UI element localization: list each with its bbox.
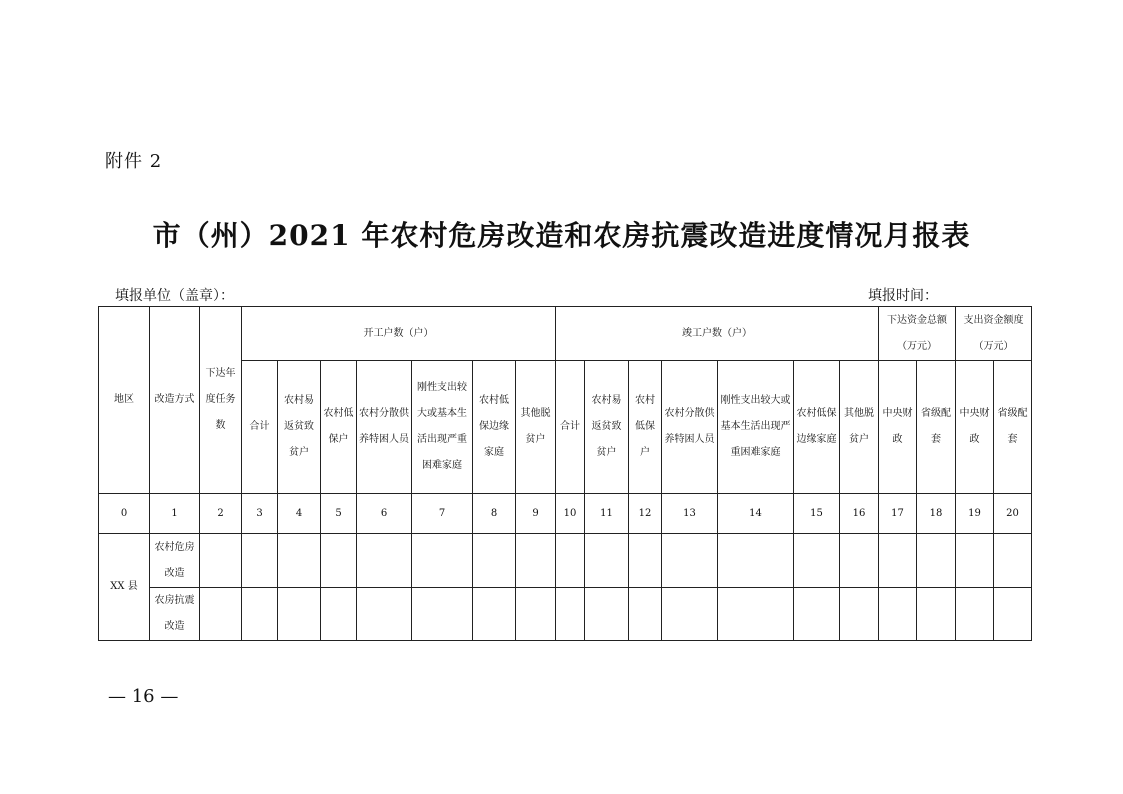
data-cell[interactable] [718,588,794,641]
col-number: 20 [994,494,1032,534]
started-group-header: 开工户数（户） [242,307,556,361]
col-number: 13 [662,494,718,534]
data-cell[interactable] [242,588,278,641]
data-cell[interactable] [516,588,556,641]
data-cell[interactable] [718,534,794,588]
data-cell[interactable] [879,534,917,588]
col-number: 9 [516,494,556,534]
started-col-total: 合计 [242,361,278,494]
data-cell[interactable] [516,534,556,588]
col-number: 14 [718,494,794,534]
page-number: — 16 — [108,686,179,707]
completed-col-other: 其他脱贫户 [840,361,879,494]
col-number: 4 [278,494,321,534]
data-cell[interactable] [794,588,840,641]
data-cell[interactable] [278,588,321,641]
spent-col-central: 中央财政 [956,361,994,494]
method-row-seismic: 农房抗震改造 [150,588,200,641]
data-cell[interactable] [321,588,357,641]
completed-col-hardship: 刚性支出较大或基本生活出现严重困难家庭 [718,361,794,494]
data-cell[interactable] [840,588,879,641]
col-number: 12 [629,494,662,534]
fill-unit-label: 填报单位（盖章）： [115,288,234,304]
started-col-dispersed: 农村分散供养特困人员 [357,361,412,494]
data-cell[interactable] [994,534,1032,588]
col-number: 16 [840,494,879,534]
data-cell[interactable] [794,534,840,588]
data-cell[interactable] [200,534,242,588]
data-cell[interactable] [994,588,1032,641]
data-cell[interactable] [242,534,278,588]
completed-col-edge: 农村低保边缘家庭 [794,361,840,494]
report-table [98,306,1032,641]
data-cell[interactable] [585,588,629,641]
data-cell[interactable] [200,588,242,641]
started-col-other: 其他脱贫户 [516,361,556,494]
data-cell[interactable] [840,534,879,588]
data-cell[interactable] [879,588,917,641]
completed-col-total: 合计 [556,361,585,494]
issued-col-provincial: 省级配套 [917,361,956,494]
col-number: 1 [150,494,200,534]
col-number: 6 [357,494,412,534]
region-header: 地区 [99,307,150,494]
spent-col-provincial: 省级配套 [994,361,1032,494]
attachment-label: 附件 2 [105,151,163,172]
col-number: 0 [99,494,150,534]
page-title: 市（州）2021 年农村危房改造和农房抗震改造进度情况月报表 [152,219,971,252]
data-cell[interactable] [556,534,585,588]
data-cell[interactable] [956,588,994,641]
data-cell[interactable] [412,588,473,641]
started-col-edge: 农村低保边缘家庭 [473,361,516,494]
data-cell[interactable] [585,534,629,588]
funds-issued-header: 下达资金总额（万元） [879,307,956,361]
fill-time-label: 填报时间： [868,288,938,304]
method-header: 改造方式 [150,307,200,494]
method-row-rural-danger: 农村危房改造 [150,534,200,588]
data-cell[interactable] [662,534,718,588]
col-number: 17 [879,494,917,534]
col-number: 8 [473,494,516,534]
data-cell[interactable] [357,534,412,588]
completed-col-low-income: 农村低保户 [629,361,662,494]
data-cell[interactable] [629,588,662,641]
col-number: 2 [200,494,242,534]
data-cell[interactable] [412,534,473,588]
issued-col-central: 中央财政 [879,361,917,494]
data-cell[interactable] [662,588,718,641]
funds-spent-header: 支出资金额度（万元） [956,307,1032,361]
data-cell[interactable] [917,588,956,641]
data-cell[interactable] [629,534,662,588]
data-cell[interactable] [556,588,585,641]
data-cell[interactable] [473,534,516,588]
started-col-hardship: 刚性支出较大或基本生活出现严重困难家庭 [412,361,473,494]
col-number: 3 [242,494,278,534]
col-number: 10 [556,494,585,534]
completed-col-poverty-risk: 农村易返贫致贫户 [585,361,629,494]
data-cell[interactable] [278,534,321,588]
col-number: 11 [585,494,629,534]
col-number: 5 [321,494,357,534]
data-cell[interactable] [473,588,516,641]
col-number: 7 [412,494,473,534]
data-cell[interactable] [956,534,994,588]
col-number: 19 [956,494,994,534]
col-number: 15 [794,494,840,534]
task-header: 下达年度任务数 [200,307,242,494]
data-cell[interactable] [357,588,412,641]
started-col-low-income: 农村低保户 [321,361,357,494]
data-cell[interactable] [321,534,357,588]
started-col-poverty-risk: 农村易返贫致贫户 [278,361,321,494]
completed-col-dispersed: 农村分散供养特困人员 [662,361,718,494]
col-number: 18 [917,494,956,534]
completed-group-header: 竣工户数（户） [556,307,879,361]
county-cell: XX 县 [99,534,150,641]
data-cell[interactable] [917,534,956,588]
